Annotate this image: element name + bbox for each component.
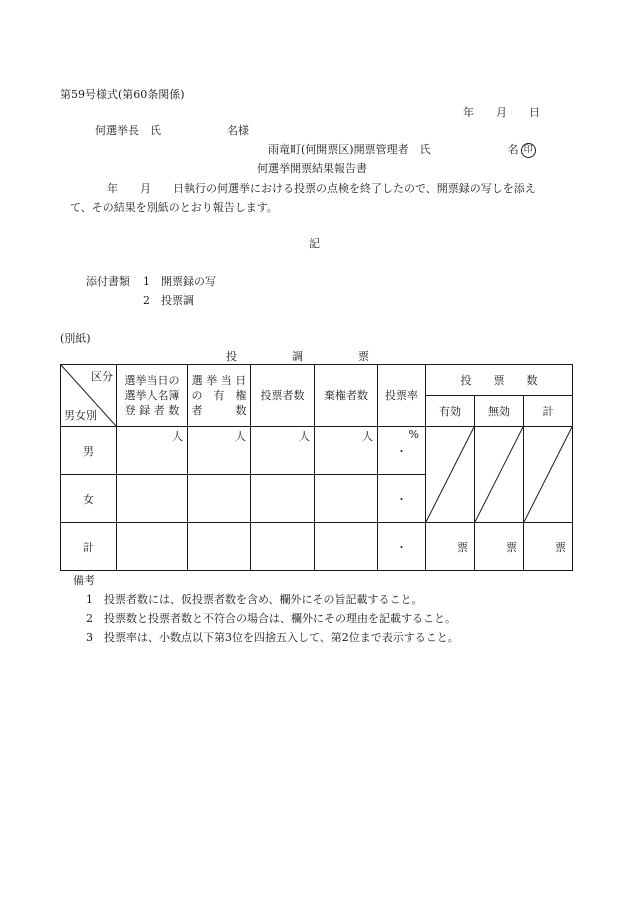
row-label: 男 [61, 427, 117, 475]
unit-label: 人 [362, 430, 373, 443]
decimal-dot: ・ [396, 492, 407, 506]
invalid-diagonal-cell [475, 427, 524, 523]
header-registered-line: 選挙当日の [124, 374, 180, 387]
table-row [61, 427, 573, 475]
remark-item: 1 投票者数には、仮投票者数を含め、欄外にその旨記載すること。 [86, 593, 423, 606]
empty-cell [117, 523, 188, 571]
unit-label: 票 [506, 540, 517, 554]
attachment-item: 2 投票調 [143, 294, 194, 307]
ki-heading: 記 [309, 237, 320, 250]
report-title: 何選挙開票結果報告書 [257, 162, 367, 175]
empty-cell [315, 523, 378, 571]
unit-label: 票 [555, 540, 566, 554]
remark-item: 2 投票数と投票者数と不符合の場合は、欄外にその理由を記載すること。 [86, 612, 456, 625]
empty-cell [117, 475, 188, 523]
form-number: 第59号様式(第60条関係) [60, 88, 185, 101]
corner-header [61, 365, 117, 427]
body-line-1: 年 月 日執行の何選挙における投票の点検を終了したので、開票録の写しを添え [107, 182, 536, 195]
header-eligible-line: 者 数 [191, 404, 247, 417]
unit-label: 人 [235, 430, 246, 443]
unit-label: % [408, 428, 419, 441]
attachments-label: 添付書類 [86, 275, 130, 288]
body-line-2: て、その結果を別紙のとおり報告します。 [70, 201, 278, 214]
attachment-item: 1 開票録の写 [143, 275, 216, 288]
header-eligible-line: の 有 権 [191, 389, 247, 402]
header-invalid: 無効 [475, 396, 524, 427]
date-line: 年 月 日 [463, 106, 540, 119]
corner-bottom-label: 男女別 [64, 409, 97, 422]
total-diagonal-cell [524, 427, 573, 523]
empty-cell [251, 523, 315, 571]
decimal-dot: ・ [396, 540, 407, 554]
decimal-dot: ・ [396, 444, 407, 458]
unit-label: 人 [299, 430, 310, 443]
corner-top-label: 区分 [91, 370, 113, 383]
header-voters: 投票者数 [251, 365, 315, 427]
header-eligible [188, 365, 251, 427]
vote-survey-table [60, 364, 573, 571]
header-abstain: 棄権者数 [315, 365, 378, 427]
reporter-line [268, 141, 536, 158]
diagonal-line [524, 427, 572, 522]
header-votes-group: 投 票 数 [426, 365, 573, 396]
header-votes-total: 計 [524, 396, 573, 427]
reporter: 雨竜町(何開票区)開票管理者 氏 名 [268, 143, 519, 156]
empty-cell [188, 523, 251, 571]
header-rate: 投票率 [378, 365, 426, 427]
header-registered [117, 365, 188, 427]
header-eligible-line: 選 挙 当 日 [191, 374, 247, 387]
diagonal-line [475, 427, 523, 522]
empty-cell [251, 475, 315, 523]
header-registered-line: 登 録 者 数 [124, 404, 180, 417]
empty-cell [188, 475, 251, 523]
diagonal-line [426, 427, 474, 522]
unit-label: 人 [172, 430, 183, 443]
table-title: 投 調 票 [226, 350, 369, 363]
row-label: 計 [61, 523, 117, 571]
table-row [61, 523, 573, 571]
valid-diagonal-cell [426, 427, 475, 523]
seal-mark: 印 [521, 143, 536, 158]
empty-cell [315, 475, 378, 523]
annex-label: (別紙) [60, 332, 91, 345]
remarks-title: 備考 [73, 574, 95, 587]
header-registered-line: 選挙人名簿 [124, 389, 180, 402]
unit-label: 票 [457, 540, 468, 554]
header-valid: 有効 [426, 396, 475, 427]
addressee: 何選挙長 氏 名様 [95, 124, 249, 137]
remark-item: 3 投票率は、小数点以下第3位を四捨五入して、第2位まで表示すること。 [86, 631, 459, 644]
row-label: 女 [61, 475, 117, 523]
